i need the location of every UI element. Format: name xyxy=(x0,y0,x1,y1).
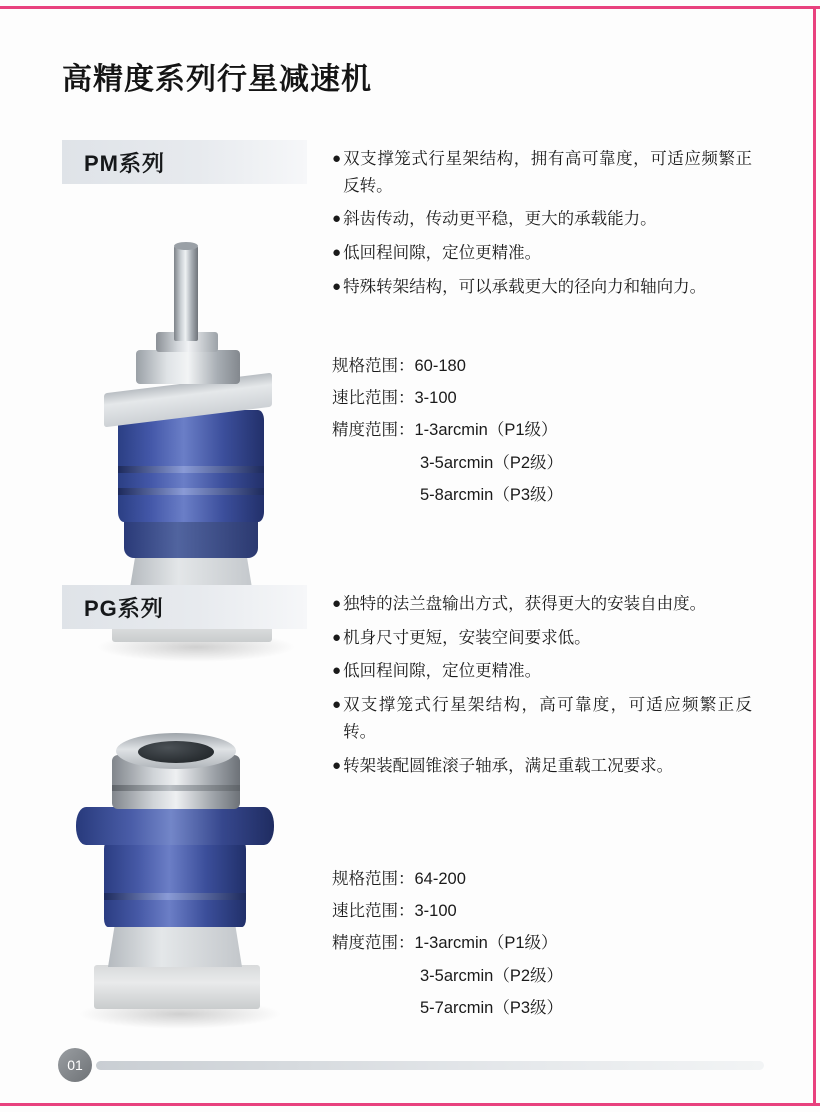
feature-text: 独特的法兰盘输出方式，获得更大的安装自由度。 xyxy=(343,595,707,613)
feature-text: 双支撑笼式行星架结构，高可靠度，可适应频繁正反转。 xyxy=(343,696,752,741)
product-pedestal xyxy=(94,965,260,1009)
page-title: 高精度系列行星减速机 xyxy=(62,63,372,97)
bullet-marker-icon: ● xyxy=(332,756,342,774)
bullet-marker-icon: ● xyxy=(332,628,342,646)
list-item xyxy=(332,240,752,267)
bullet-marker-icon: ● xyxy=(332,696,342,714)
feature-text: 特殊转架结构，可以承载更大的径向力和轴向力。 xyxy=(343,277,707,296)
spec-precision-p2: 3-5arcmin（P2级） xyxy=(420,453,564,472)
series-badge-pg xyxy=(62,585,307,629)
gearbox-rib-upper xyxy=(118,466,264,473)
bullet-marker-icon: ● xyxy=(332,210,342,228)
gearbox-hub-bore xyxy=(138,741,214,763)
series-badge-pm-label: PM系列 xyxy=(84,150,166,176)
series-badge-pm xyxy=(62,140,307,184)
feature-list-pg xyxy=(332,591,752,786)
gearbox-rib-lower xyxy=(118,488,264,495)
list-item xyxy=(332,206,752,233)
feature-text: 斜齿传动，传动更平稳，更大的承载能力。 xyxy=(343,210,657,229)
feature-text: 双支撑笼式行星架结构，拥有高可靠度，可适应频繁正反转。 xyxy=(343,150,752,195)
page-footer xyxy=(0,1048,820,1088)
gearbox-output-shaft xyxy=(174,246,198,341)
gearbox-rib xyxy=(104,893,246,900)
list-item xyxy=(332,625,752,652)
gearbox-main-body xyxy=(104,841,246,927)
list-item xyxy=(332,658,752,685)
page-number-badge: 01 xyxy=(58,1048,92,1082)
spec-size-range: 规格范围：60-180 xyxy=(332,357,466,375)
spec-precision-p1: 精度范围：1-3arcmin（P1级） xyxy=(332,934,558,953)
spec-precision-p3: 5-8arcmin（P3级） xyxy=(420,485,564,504)
gearbox-input-flange xyxy=(136,350,240,384)
gearbox-ring-groove xyxy=(112,785,240,791)
gearbox-output-flange xyxy=(76,807,274,845)
gearbox-lower-body xyxy=(124,520,258,558)
top-accent-rule xyxy=(0,6,820,9)
list-item xyxy=(332,753,752,780)
spec-precision-p2: 3-5arcmin（P2级） xyxy=(420,966,564,985)
feature-text: 机身尺寸更短，安装空间要求低。 xyxy=(343,628,591,647)
bullet-marker-icon: ● xyxy=(332,662,342,680)
bottom-accent-rule xyxy=(0,1103,820,1106)
footer-decorative-bar xyxy=(96,1061,764,1070)
spec-size-range: 规格范围：64-200 xyxy=(332,870,466,888)
spec-ratio-range: 速比范围：3-100 xyxy=(332,902,457,921)
gearbox-shaft-tip xyxy=(174,242,198,250)
spec-list-pg xyxy=(332,863,762,1024)
product-image-pm xyxy=(70,220,310,600)
spec-precision-p3: 5-7arcmin（P3级） xyxy=(420,998,564,1017)
list-item xyxy=(332,591,752,618)
bullet-marker-icon: ● xyxy=(332,150,342,167)
bullet-marker-icon: ● xyxy=(332,595,342,612)
right-accent-rule xyxy=(813,6,816,1106)
feature-text: 转架装配圆锥滚子轴承，满足重载工况要求。 xyxy=(343,756,674,775)
feature-text: 低回程间隙，定位更精准。 xyxy=(343,244,542,263)
list-item xyxy=(332,692,752,745)
series-badge-pg-label: PG系列 xyxy=(84,595,164,621)
bullet-marker-icon: ● xyxy=(332,277,342,295)
gearbox-taper-housing xyxy=(108,925,242,967)
list-item xyxy=(332,274,752,301)
spec-precision-p1: 精度范围：1-3arcmin（P1级） xyxy=(332,421,558,440)
product-image-pg xyxy=(60,715,320,1055)
bullet-marker-icon: ● xyxy=(332,244,342,262)
list-item xyxy=(332,146,752,199)
spec-list-pm xyxy=(332,350,762,511)
feature-text: 低回程间隙，定位更精准。 xyxy=(343,662,542,681)
spec-ratio-range: 速比范围：3-100 xyxy=(332,389,457,408)
feature-list-pm xyxy=(332,146,752,308)
